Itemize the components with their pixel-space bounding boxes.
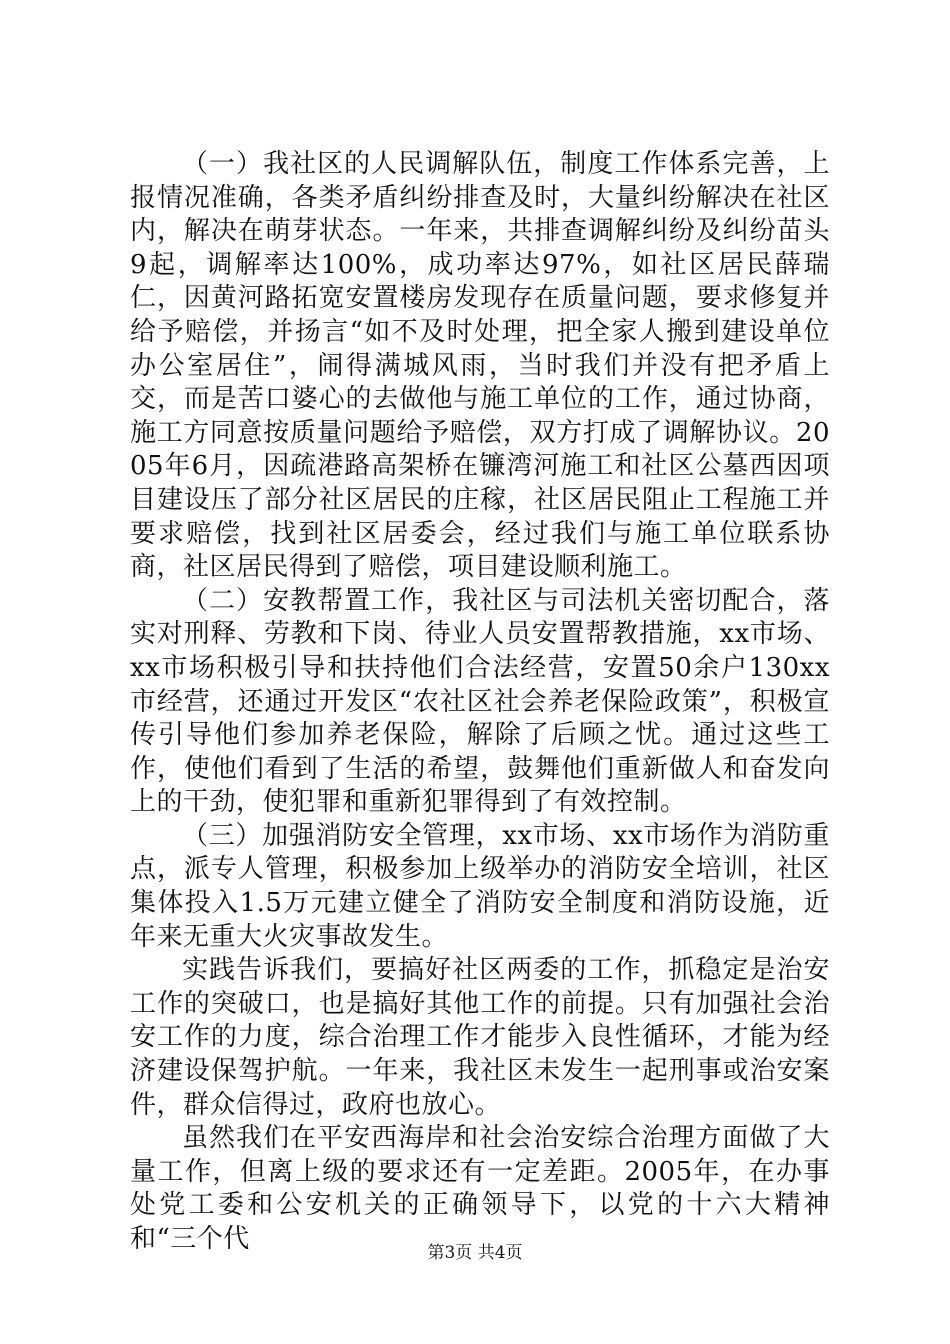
paragraph-resettlement: （二）安教帮置工作，我社区与司法机关密切配合，落实对刑释、劳教和下岗、待业人员安置帮教措施，xx市场、xx市场积极引导和扶持他们合法经营，安置50余户130xx市经营，还通过开发区“农社区社会养老保险政策”，积极宣传引导他们参加养老保险，解除了后顾之忧。通过这些工作，使他们看到了生活的希望，鼓舞他们重新做人和奋发向上的干劲，使犯罪和重新犯罪得到了有效控制。	[130, 585, 830, 818]
paragraph-mediation: （一）我社区的人民调解队伍，制度工作体系完善，上报情况准确，各类矛盾纠纷排查及时，大量纠纷解决在社区内，解决在萌芽状态。一年来，共排查调解纠纷及纠纷苗头9起，调解率达100%，成功率达97%，如社区居民薛瑞仁，因黄河路拓宽安置楼房发现存在质量问题，要求修复并给予赔偿，并扬言“如不及时处理，把全家人搬到建设单位办公室居住”，闹得满城风雨，当时我们并没有把矛盾上交，而是苦口婆心的去做他与施工单位的工作，通过协商，施工方同意按质量问题给予赔偿，双方打成了调解协议。2005年6月，因疏港路高架桥在镰湾河施工和社区公墓西因项目建设压了部分社区居民的庄稼，社区居民阻止工程施工并要求赔偿，找到社区居委会，经过我们与施工单位联系协商，社区居民得到了赔偿，项目建设顺利施工。	[130, 149, 830, 583]
paragraph-fire-safety: （三）加强消防安全管理，xx市场、xx市场作为消防重点，派专人管理，积极参加上级举办的消防安全培训，社区集体投入1.5万元建立健全了消防安全制度和消防设施，近年来无重大火灾事故发生。	[130, 820, 830, 952]
page-number-footer: 第3页 共4页	[427, 1243, 523, 1263]
paragraph-shortcomings: 虽然我们在平安西海岸和社会治安综合治理方面做了大量工作，但离上级的要求还有一定差距。2005年，在办事处党工委和公安机关的正确领导下，以党的十六大精神和“三个代	[130, 1123, 830, 1254]
document-body	[130, 148, 830, 1257]
paragraph-practice: 实践告诉我们，要搞好社区两委的工作，抓稳定是治安工作的突破口，也是搞好其他工作的前提。只有加强社会治安工作的力度，综合治理工作才能步入良性循环，才能为经济建设保驾护航。一年来，我社区未发生一起刑事或治安案件，群众信得过，政府也放心。	[130, 955, 830, 1120]
